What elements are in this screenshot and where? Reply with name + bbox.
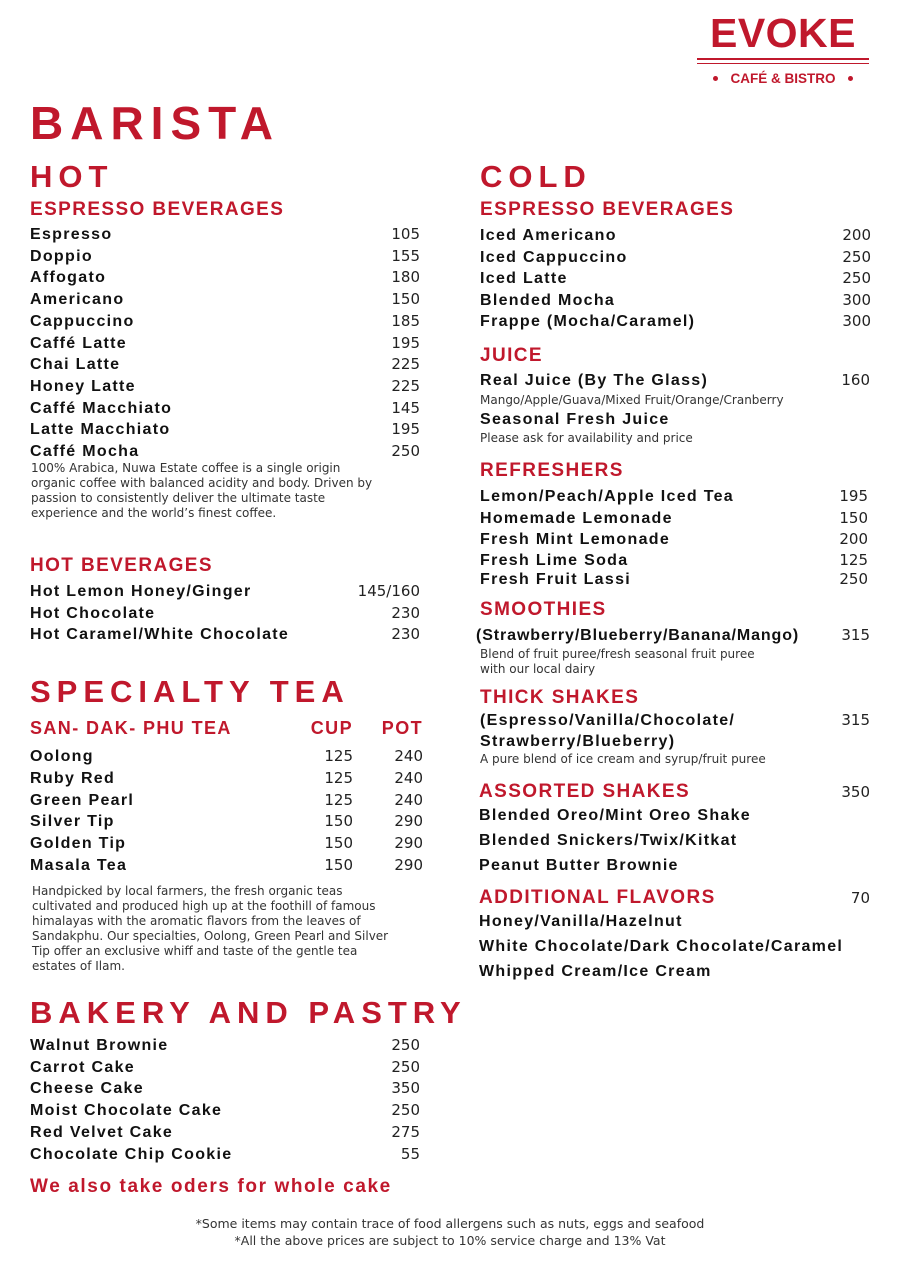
menu-item: (Strawberry/Blueberry/Banana/Mango) 315 [476, 626, 870, 644]
logo-wordmark: EVOKE [709, 10, 857, 56]
menu-item: Hot Chocolate 230 [30, 603, 420, 622]
menu-item: Iced Cappuccino 250 [480, 247, 871, 266]
menu-item: Affogato 180 [30, 268, 420, 287]
menu-item: Cheese Cake 350 [30, 1079, 420, 1098]
footnote-allergens: *Some items may contain trace of food allergens such as nuts, eggs and seafood [195, 1216, 705, 1231]
hot-beverages-list [30, 581, 420, 646]
menu-item: Chocolate Chip Cookie 55 [30, 1144, 420, 1163]
logo-tagline-text: CAFÉ & BISTRO [730, 71, 836, 86]
menu-item: Hot Caramel/White Chocolate 230 [30, 625, 420, 644]
logo-rule-thin [697, 63, 869, 64]
thick-shakes-block [480, 710, 870, 767]
specialty-tea-heading: SPECIALTY TEA [30, 674, 350, 709]
bakery-list [30, 1035, 420, 1165]
menu-item: Cappuccino 185 [30, 311, 420, 330]
tea-description: Handpicked by local farmers, the fresh organic teas cultivated and produced high up at the foothill of famous himalayas with the aromatic flavors from the leaves of Sandakphu. Our specialties, Oolong, Green Pearl and Silver Tip offer an exclusive whiff and taste of the gentle tea estates of Ilam. [32, 884, 389, 973]
menu-item: Iced Latte 250 [480, 269, 871, 287]
menu-item-cont: Strawberry/Blueberry) [480, 732, 676, 750]
item-description: with our local dairy [480, 661, 596, 676]
cold-espresso-list [480, 225, 871, 333]
bullet-icon [713, 76, 718, 81]
juice-list [480, 370, 870, 446]
juice-heading: JUICE [480, 345, 543, 366]
bullet-icon [848, 76, 853, 81]
menu-item: Doppio 155 [30, 246, 420, 265]
logo-rule [697, 58, 869, 60]
item-description: Please ask for availability and price [480, 431, 693, 446]
assorted-shakes-header [479, 782, 870, 801]
menu-item: Blended Mocha 300 [480, 290, 871, 309]
menu-item: Frappe (Mocha/Caramel) 300 [480, 312, 871, 330]
menu-item: Fresh Lime Soda 125 [480, 551, 868, 570]
menu-item: Fresh Mint Lemonade 200 [480, 530, 868, 549]
menu-item: Carrot Cake 250 [30, 1057, 420, 1076]
hot-beverages-heading: HOT BEVERAGES [30, 555, 213, 576]
menu-item: Espresso 105 [30, 225, 420, 243]
additional-flavors-heading: ADDITIONAL FLAVORS [479, 887, 716, 908]
menu-item: Walnut Brownie 250 [30, 1036, 420, 1054]
menu-item: Real Juice (By The Glass) 160 [480, 371, 870, 389]
menu-item: White Chocolate/Dark Chocolate/Caramel [479, 938, 844, 955]
menu-item: Blended Snickers/Twix/Kitkat [479, 832, 738, 849]
cold-heading: COLD [480, 159, 592, 194]
menu-item: Chai Latte 225 [30, 355, 420, 374]
menu-item: Honey Latte 225 [30, 376, 420, 395]
menu-item: Latte Macchiato 195 [30, 420, 420, 439]
menu-item: Caffé Mocha 250 [30, 442, 420, 461]
refreshers-heading: REFRESHERS [480, 460, 624, 481]
tea-row: Ruby Red 125 240 [30, 768, 423, 787]
menu-item: Americano 150 [30, 290, 420, 309]
menu-item: Honey/Vanilla/Hazelnut [479, 913, 683, 930]
additional-flavors-block [479, 888, 870, 984]
menu-item: (Espresso/Vanilla/Chocolate/ 315 [480, 711, 870, 729]
menu-item: Seasonal Fresh Juice [480, 410, 670, 428]
menu-item: Lemon/Peach/Apple Iced Tea 195 [480, 487, 868, 505]
tea-row: Golden Tip 150 290 [30, 834, 423, 853]
assorted-shakes-block [479, 782, 870, 878]
bakery-heading: BAKERY AND PASTRY [30, 995, 467, 1030]
col-pot: POT [381, 718, 423, 738]
tea-list [30, 746, 423, 877]
cold-espresso-heading: ESPRESSO BEVERAGES [480, 199, 735, 220]
item-description: Blend of fruit puree/fresh seasonal fruit puree [480, 646, 755, 661]
tea-row: Green Pearl 125 240 [30, 790, 423, 809]
menu-item: Red Velvet Cake 275 [30, 1122, 420, 1141]
item-description: A pure blend of ice cream and syrup/fruit puree [480, 752, 766, 767]
tea-row: Masala Tea 150 290 [30, 855, 423, 874]
menu-item: Blended Oreo/Mint Oreo Shake [479, 807, 752, 824]
thick-shakes-heading: THICK SHAKES [480, 687, 640, 708]
menu-item: Whipped Cream/Ice Cream [479, 963, 712, 980]
menu-item: Moist Chocolate Cake 250 [30, 1101, 420, 1120]
footnote-charges: *All the above prices are subject to 10% service charge and 13% Vat [234, 1233, 666, 1248]
assorted-shakes-heading: ASSORTED SHAKES [479, 781, 691, 802]
hot-espresso-heading: ESPRESSO BEVERAGES [30, 199, 285, 220]
refreshers-list [480, 486, 868, 589]
menu-item: Fresh Fruit Lassi 250 [480, 570, 868, 589]
assorted-shakes-price: 350 [841, 783, 870, 801]
menu-item: Homemade Lemonade 150 [480, 508, 868, 527]
menu-item: Caffé Macchiato 145 [30, 398, 420, 417]
hot-espresso-list [30, 224, 420, 463]
smoothies-heading: SMOOTHIES [480, 599, 607, 620]
menu-item: Caffé Latte 195 [30, 333, 420, 352]
page-title: BARISTA [30, 97, 281, 149]
additional-flavors-header [479, 888, 870, 907]
additional-flavors-price: 70 [850, 889, 870, 907]
hot-heading: HOT [30, 159, 114, 194]
brand-logo [697, 10, 869, 86]
tea-row: Oolong 125 240 [30, 747, 423, 765]
col-cup: CUP [310, 718, 353, 738]
tea-row: Silver Tip 150 290 [30, 812, 423, 831]
smoothies-block [476, 625, 870, 677]
menu-item: Peanut Butter Brownie [479, 857, 679, 874]
coffee-description: 100% Arabica, Nuwa Estate coffee is a single origin organic coffee with balanced acidity and body. Driven by passion to consistently deliver the ultimate taste experience and the world’s finest coffee. [31, 461, 373, 520]
menu-item: Iced Americano 200 [480, 226, 871, 244]
item-description: Mango/Apple/Guava/Mixed Fruit/Orange/Cranberry [480, 392, 784, 407]
menu-item: Hot Lemon Honey/Ginger 145/160 [30, 582, 420, 600]
tea-table-header [30, 719, 423, 737]
tea-subtitle: SAN- DAK- PHU TEA [30, 718, 232, 738]
whole-cake-note: We also take oders for whole cake [30, 1176, 392, 1197]
logo-tagline [697, 71, 869, 86]
